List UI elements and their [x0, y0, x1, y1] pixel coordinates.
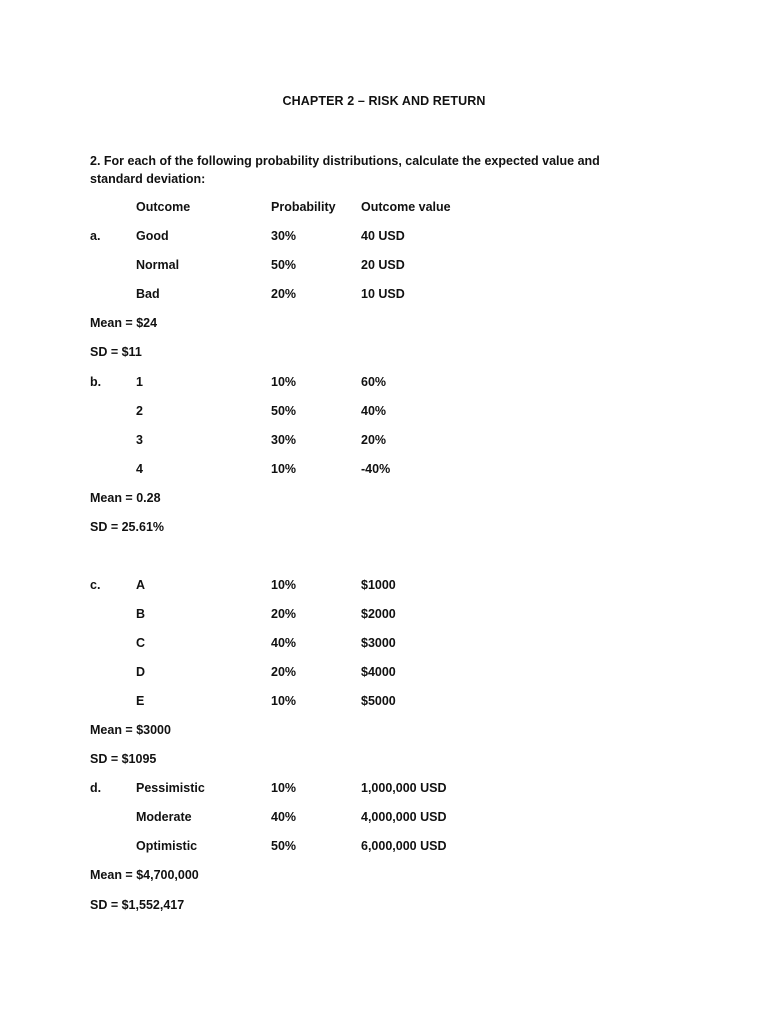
row-probability: 20%: [271, 287, 297, 301]
row-probability: 50%: [271, 839, 297, 853]
row-outcome: E: [136, 694, 145, 708]
row-probability: 40%: [271, 636, 297, 650]
mean-text: Mean = $4,700,000: [90, 868, 199, 882]
row-outcome: D: [136, 665, 146, 679]
mean-text: Mean = $3000: [90, 723, 171, 737]
header-outcome: Outcome: [136, 200, 191, 214]
row-probability: 10%: [271, 694, 297, 708]
mean-text: Mean = 0.28: [90, 491, 161, 505]
row-value: $4000: [361, 665, 396, 679]
row-probability: 10%: [271, 375, 297, 389]
row-outcome: 4: [136, 462, 143, 476]
part-label: c.: [90, 578, 101, 592]
row-outcome: Bad: [136, 287, 160, 301]
row-value: 40 USD: [361, 229, 405, 243]
row-probability: 10%: [271, 781, 297, 795]
row-outcome: 1: [136, 375, 143, 389]
row-probability: 20%: [271, 665, 297, 679]
row-value: $3000: [361, 636, 396, 650]
row-value: 20%: [361, 433, 387, 447]
row-value: 40%: [361, 404, 387, 418]
header-outcome-value: Outcome value: [361, 200, 451, 214]
part-label: d.: [90, 781, 102, 795]
row-value: -40%: [361, 462, 391, 476]
row-outcome: Normal: [136, 258, 180, 272]
row-outcome: B: [136, 607, 146, 621]
row-value: 4,000,000 USD: [361, 810, 447, 824]
row-probability: 50%: [271, 258, 297, 272]
row-outcome: 3: [136, 433, 143, 447]
question-text: 2. For each of the following probability distributions, calculate the expected value and standard deviation:: [90, 154, 600, 186]
row-value: 20 USD: [361, 258, 405, 272]
row-value: $1000: [361, 578, 396, 592]
part-label: a.: [90, 229, 101, 243]
row-probability: 30%: [271, 229, 297, 243]
sd-text: SD = $1,552,417: [90, 898, 185, 912]
header-probability: Probability: [271, 200, 336, 214]
sd-text: SD = $1095: [90, 752, 157, 766]
row-outcome: C: [136, 636, 146, 650]
row-outcome: Optimistic: [136, 839, 198, 853]
sd-text: SD = 25.61%: [90, 520, 165, 534]
row-probability: 10%: [271, 462, 297, 476]
row-probability: 40%: [271, 810, 297, 824]
row-probability: 50%: [271, 404, 297, 418]
row-outcome: Pessimistic: [136, 781, 205, 795]
mean-text: Mean = $24: [90, 316, 158, 330]
row-outcome: 2: [136, 404, 143, 418]
row-probability: 10%: [271, 578, 297, 592]
row-probability: 30%: [271, 433, 297, 447]
row-value: 1,000,000 USD: [361, 781, 447, 795]
row-value: $2000: [361, 607, 396, 621]
row-outcome: Moderate: [136, 810, 192, 824]
page-title: CHAPTER 2 – RISK AND RETURN: [282, 94, 486, 108]
row-value: 60%: [361, 375, 387, 389]
row-value: 10 USD: [361, 287, 405, 301]
row-probability: 20%: [271, 607, 297, 621]
row-value: 6,000,000 USD: [361, 839, 447, 853]
row-outcome: Good: [136, 229, 169, 243]
row-outcome: A: [136, 578, 146, 592]
part-label: b.: [90, 375, 102, 389]
sd-text: SD = $11: [90, 345, 142, 359]
row-value: $5000: [361, 694, 396, 708]
